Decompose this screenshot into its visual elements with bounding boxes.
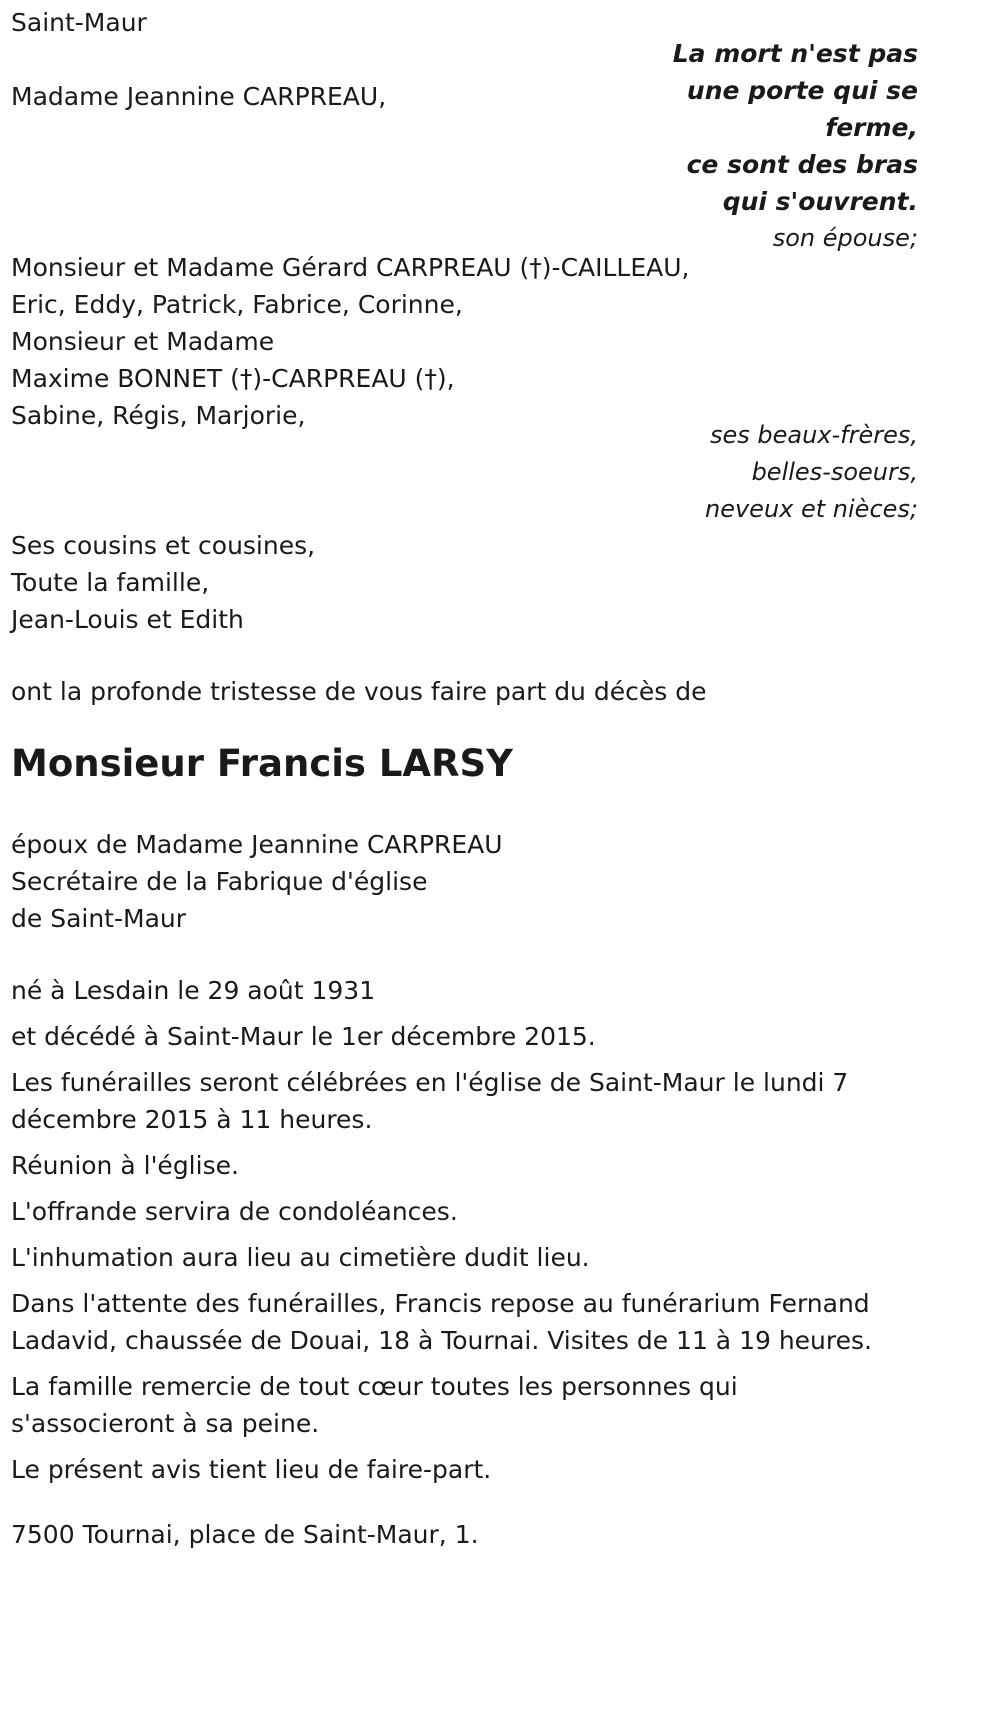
quote-block: [518, 35, 918, 257]
family-line: Monsieur et Madame Gérard CARPREAU (†)-CAILLEAU,: [11, 253, 690, 282]
quote-line: qui s'ouvrent.: [722, 187, 918, 216]
relative-line: Ses cousins et cousines,: [11, 531, 316, 560]
relative-line: Toute la famille,: [11, 568, 210, 597]
family-line: Maxime BONNET (†)-CARPREAU (†),: [11, 364, 455, 393]
quote-line: ce sont des bras: [686, 150, 918, 179]
deceased-details: [11, 826, 503, 937]
family-line: Monsieur et Madame: [11, 327, 275, 356]
notice-text: Le présent avis tient lieu de faire-part.: [11, 1455, 492, 1484]
family-list: [11, 249, 690, 434]
birth-info: né à Lesdain le 29 août 1931: [11, 976, 376, 1005]
detail-line: époux de Madame Jeannine CARPREAU: [11, 830, 503, 859]
family-line: Sabine, Régis, Marjorie,: [11, 401, 306, 430]
relative-line: Jean-Louis et Edith: [11, 605, 244, 634]
family-role-line: ses beaux-frères,: [709, 421, 918, 449]
detail-line: de Saint-Maur: [11, 904, 187, 933]
quote-line: La mort n'est pas: [672, 39, 918, 68]
funeral-info: [11, 972, 906, 1488]
funeral-ceremony: Les funérailles seront célébrées en l'église de Saint-Maur le lundi 7 décembre 2015 à 11 heures.: [11, 1068, 849, 1134]
family-role-block: [518, 417, 918, 528]
family-role-line: belles-soeurs,: [751, 458, 918, 486]
announcement-text: ont la profonde tristesse de vous faire part du décès de: [11, 677, 707, 706]
family-line: Eric, Eddy, Patrick, Fabrice, Corinne,: [11, 290, 463, 319]
detail-line: Secrétaire de la Fabrique d'église: [11, 867, 428, 896]
quote-line: une porte qui se: [686, 76, 918, 105]
family-role-line: neveux et nièces;: [705, 495, 918, 523]
visitation-info: Dans l'attente des funérailles, Francis repose au funérarium Fernand Ladavid, chaussée de Douai, 18 à Tournai. Visites de 11 à 19 heures.: [11, 1289, 872, 1355]
spouse-role: son épouse;: [772, 224, 918, 252]
burial-info: L'inhumation aura lieu au cimetière dudit lieu.: [11, 1243, 590, 1272]
spouse-name: Madame Jeannine CARPREAU,: [11, 82, 387, 111]
offering-info: L'offrande servira de condoléances.: [11, 1197, 458, 1226]
quote-line: ferme,: [825, 113, 918, 142]
place-name: Saint-Maur: [11, 8, 147, 37]
deceased-name: Monsieur Francis LARSY: [11, 742, 513, 785]
address: 7500 Tournai, place de Saint-Maur, 1.: [11, 1520, 479, 1549]
thanks-text: La famille remercie de tout cœur toutes les personnes qui s'associeront à sa peine.: [11, 1372, 738, 1438]
other-relatives: [11, 527, 315, 638]
death-info: et décédé à Saint-Maur le 1er décembre 2015.: [11, 1022, 596, 1051]
meeting-info: Réunion à l'église.: [11, 1151, 239, 1180]
